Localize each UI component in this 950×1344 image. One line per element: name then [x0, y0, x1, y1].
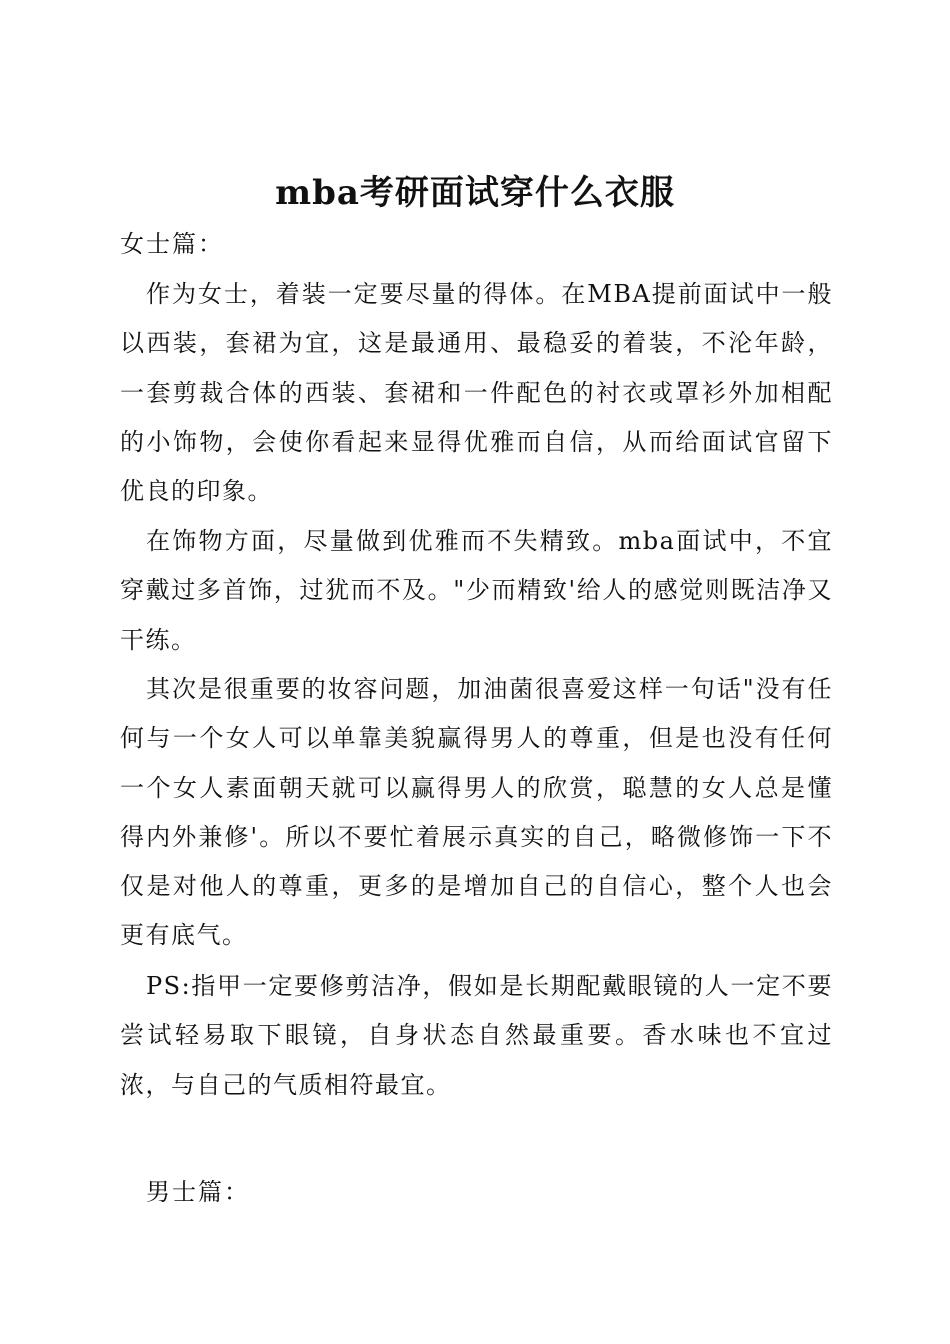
document-title: mba考研面试穿什么衣服 — [275, 172, 675, 213]
paragraph-accessories: 在饰物方面，尽量做到优雅而不失精致。mba面试中，不宜穿戴过多首饰，过犹而不及。"少而精致'给人的感觉则既洁净又干练。 — [120, 527, 833, 654]
female-section-heading: 女士篇： — [120, 230, 224, 258]
male-section-heading: 男士篇： — [146, 1178, 250, 1206]
paragraph-attire: 作为女士，着装一定要尽量的得体。在MBA提前面试中一般以西装，套裙为宜，这是最通用、最稳妥的着装，不沦年龄，一套剪裁合体的西装、套裙和一件配色的衬衣或罩衫外加相配的小饰物，会使你看起来显得优雅而自信，从而给面试官留下优良的印象。 — [120, 280, 833, 506]
paragraph-ps-note: PS:指甲一定要修剪洁净，假如是长期配戴眼镜的人一定不要尝试轻易取下眼镜，自身状态自然最重要。香水味也不宜过浓，与自己的气质相符最宜。 — [120, 972, 833, 1099]
paragraph-makeup: 其次是很重要的妆容问题，加油菌很喜爱这样一句话"没有任何与一个女人可以单靠美貌赢得男人的尊重，但是也没有任何一个女人素面朝天就可以赢得男人的欣赏，聪慧的女人总是懂得内外兼修'。所以不要忙着展示真实的自己，略微修饰一下不仅是对他人的尊重，更多的是增加自己的自信心，整个人也会更有底气。 — [120, 675, 833, 950]
